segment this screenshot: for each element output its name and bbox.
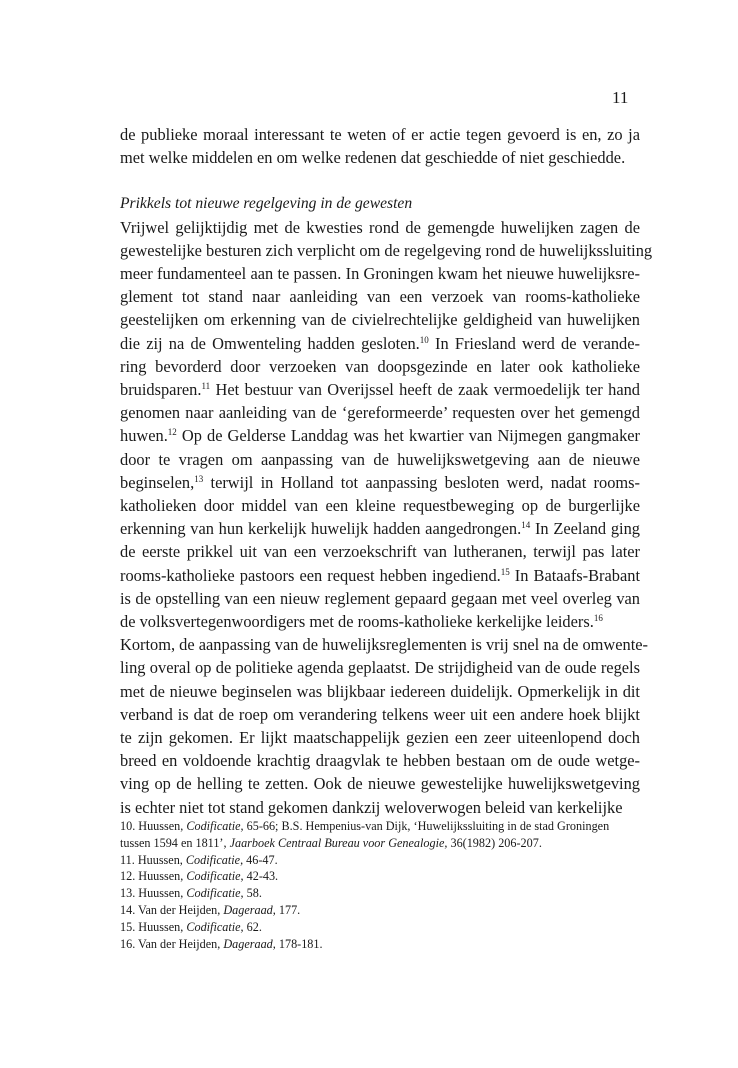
text-line: ling overal op de politieke agenda geplaatst. De strijdigheid van de oude regels [120, 658, 640, 678]
footnote-marker: 11 [201, 381, 211, 392]
footnote: tussen 1594 en 1811’, Jaarboek Centraal Bureau voor Genealogie, 36(1982) 206-207. [120, 835, 542, 850]
text-line: is de opstelling van een nieuw reglement gepaard gegaan met veel overleg van [120, 588, 640, 608]
section-paragraph [120, 216, 653, 819]
text-line: de publieke moraal interessant te weten of er actie tegen gevoerd is en, zo ja [120, 125, 640, 144]
text-line: genomen naar aanleiding van de ‘gereformeerde’ requesten over het gemengd [120, 403, 640, 423]
text-line: glement tot stand naar aanleiding van een verzoek van rooms-katholieke [120, 287, 640, 307]
text-line: te zijn gekomen. Er lijkt maatschappelijk gezien een zeer uiteenlopend doch [120, 728, 640, 748]
text-line: gewestelijke besturen zich verplicht om de regelgeving rond de huwelijkssluiting [120, 240, 653, 260]
text-line: geestelijken om erkenning van de civielrechtelijke geldigheid van huwelijken [120, 310, 640, 330]
footnote: 10. Huussen, Codificatie, 65-66; B.S. Hempenius-van Dijk, ‘Huwelijkssluiting in de stad Groningen [120, 819, 610, 833]
footnote: 13. Huussen, Codificatie, 58. [120, 886, 262, 901]
footnote: 15. Huussen, Codificatie, 62. [120, 919, 262, 934]
text-line: ring bevorderd door verzoeken van doopsgezinde en later ook katholieke [120, 356, 640, 376]
text-line: met de nieuwe beginselen was blijkbaar iedereen duidelijk. Opmerkelijk in dit [120, 681, 640, 701]
footnote-marker: 15 [500, 566, 510, 577]
text-line: ving op de helling te zetten. Ook de nieuwe gewestelijke huwelijkswetgeving [120, 774, 640, 794]
text-line: huwen.$^{12}$ Op de Gelderse Landdag was het kwartier van Nijmegen gangmaker [120, 426, 640, 446]
footnote: 14. Van der Heijden, Dageraad, 177. [120, 902, 301, 917]
text-line: de eerste prikkel uit van een verzoekschrift van lutheranen, terwijl pas later [120, 542, 640, 562]
text-line: Kortom, de aanpassing van de huwelijksreglementen is vrij snel na de omwente- [120, 635, 648, 655]
footnote-marker: 12 [167, 427, 177, 438]
footnote: 16. Van der Heijden, Dageraad, 178-181. [120, 936, 323, 951]
footnote-marker: 14 [521, 520, 531, 531]
body-text [120, 123, 653, 819]
text-line: door te vragen om aanpassing van de huwelijkswetgeving aan de nieuwe [120, 449, 640, 469]
text-line: meer fundamenteel aan te passen. In Groningen kwam het nieuwe huwelijksre- [120, 264, 640, 284]
text-line: katholieken door middel van een kleine requestbeweging op de burgerlijke [120, 496, 640, 516]
intro-paragraph [120, 123, 640, 169]
text-line: Vrijwel gelijktijdig met de kwesties rond de gemengde huwelijken zagen de [120, 217, 640, 237]
footnotes [120, 818, 640, 952]
footnote-marker: 16 [593, 613, 603, 624]
text-line: rooms-katholieke pastoors een request hebben ingediend.$^{15}$ In Bataafs-Brabant [120, 565, 641, 585]
footnote-marker: 10 [419, 334, 429, 345]
text-line: verband is dat de roep om verandering telkens weer uit een andere hoek blijkt [120, 704, 640, 724]
page-number: 11 [612, 88, 629, 107]
section-heading: Prikkels tot nieuwe regelgeving in de gewesten [120, 195, 413, 213]
footnote: 11. Huussen, Codificatie, 46-47. [120, 852, 278, 867]
text-line: de volksvertegenwoordigers met de rooms-katholieke kerkelijke leiders.$^{16}$ [120, 612, 603, 632]
footnote: 12. Huussen, Codificatie, 42-43. [120, 869, 279, 884]
text-line: met welke middelen en om welke redenen dat geschiedde of niet geschiedde. [120, 148, 626, 168]
text-line: bruidsparen.$^{11}$ Het bestuur van Overijssel heeft de zaak vermoedelijk ter hand [120, 380, 640, 400]
text-line: is echter niet tot stand gekomen dankzij weloverwogen beleid van kerkelijke [120, 797, 623, 817]
text-line: beginselen,$^{13}$ terwijl in Holland tot aanpassing besloten werd, nadat rooms- [120, 472, 640, 492]
text-line: die zij na de Omwenteling hadden gesloten.$^{10}$ In Friesland werd de verande- [120, 333, 640, 353]
text-line: erkenning van hun kerkelijk huwelijk hadden aangedrongen.$^{14}$ In Zeeland ging [120, 519, 640, 539]
footnote-marker: 13 [194, 473, 204, 484]
text-line: breed en voldoende krachtig draagvlak te hebben bestaan om de oude wetge- [120, 751, 640, 771]
